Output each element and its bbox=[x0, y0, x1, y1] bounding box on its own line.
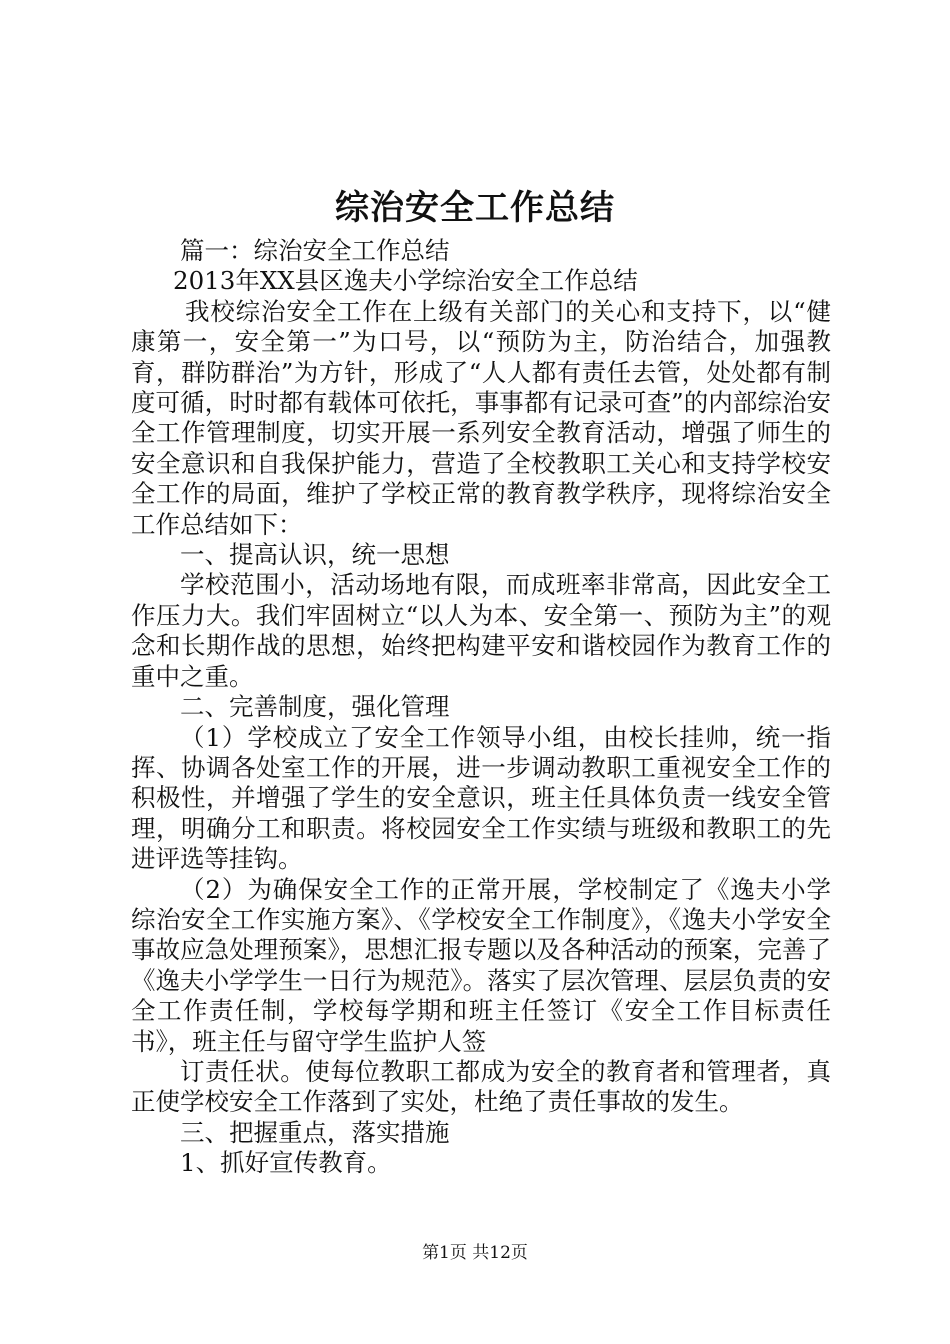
paragraph: 1、抓好宣传教育。 bbox=[180, 1148, 392, 1178]
document-title: 综治安全工作总结 bbox=[335, 188, 615, 228]
section-heading: 篇一：综治安全工作总结 bbox=[180, 236, 450, 265]
paragraph: 订责任状。使每位教职工都成为安全的教育者和管理者，真正使学校安全工作落到了实处，杜绝了责任事故的发生。 bbox=[131, 1056, 831, 1117]
paragraph: 学校范围小，活动场地有限，而成班率非常高，因此安全工作压力大。我们牢固树立“以人为本、安全第一、预防为主”的观念和长期作战的思想，始终把构建平安和谐校园作为教育工作的重中之重。 bbox=[131, 570, 831, 691]
paragraph: （1）学校成立了安全工作领导小组，由校长挂帅，统一指挥、协调各处室工作的开展，进一步调动教职工重视安全工作的积极性，并增强了学生的安全意识，班主任具体负责一线安全管理，明确分工和职责。将校园安全工作实绩与班级和教职工的先进评选等挂钩。 bbox=[131, 722, 831, 874]
page-number-footer: 第1页 共12页 bbox=[422, 1243, 528, 1263]
paragraph: 我校综治安全工作在上级有关部门的关心和支持下，以“健康第一，安全第一”为口号，以“预防为主，防治结合，加强教育，群防群治”为方针，形成了“人人都有责任去管，处处都有制度可循，时时都有载体可依托，事事都有记录可查”的内部综治安全工作管理制度，切实开展一系列安全教育活动，增强了师生的安全意识和自我保护能力，营造了全校教职工关心和支持学校安全工作的局面，维护了学校正常的教育教学秩序，现将综治安全工作总结如下： bbox=[131, 296, 831, 539]
section-heading: 三、把握重点，落实措施 bbox=[180, 1117, 450, 1147]
paragraph: （2）为确保安全工作的正常开展，学校制定了《逸夫小学综治安全工作实施方案》、《学校安全工作制度》，《逸夫小学安全事故应急处理预案》，思想汇报专题以及各种活动的预案，完善了《逸夫小学学生一日行为规范》。落实了层次管理、层层负责的安全工作责任制，学校每学期和班主任签订《安全工作目标责任书》，班主任与留守学生监护人签 bbox=[131, 874, 831, 1056]
section-heading: 二、完善制度，强化管理 bbox=[180, 692, 450, 722]
document-body bbox=[131, 236, 831, 1179]
subtitle: 2013年XX县区逸夫小学综治安全工作总结 bbox=[173, 266, 638, 296]
section-heading: 一、提高认识，统一思想 bbox=[180, 540, 450, 570]
